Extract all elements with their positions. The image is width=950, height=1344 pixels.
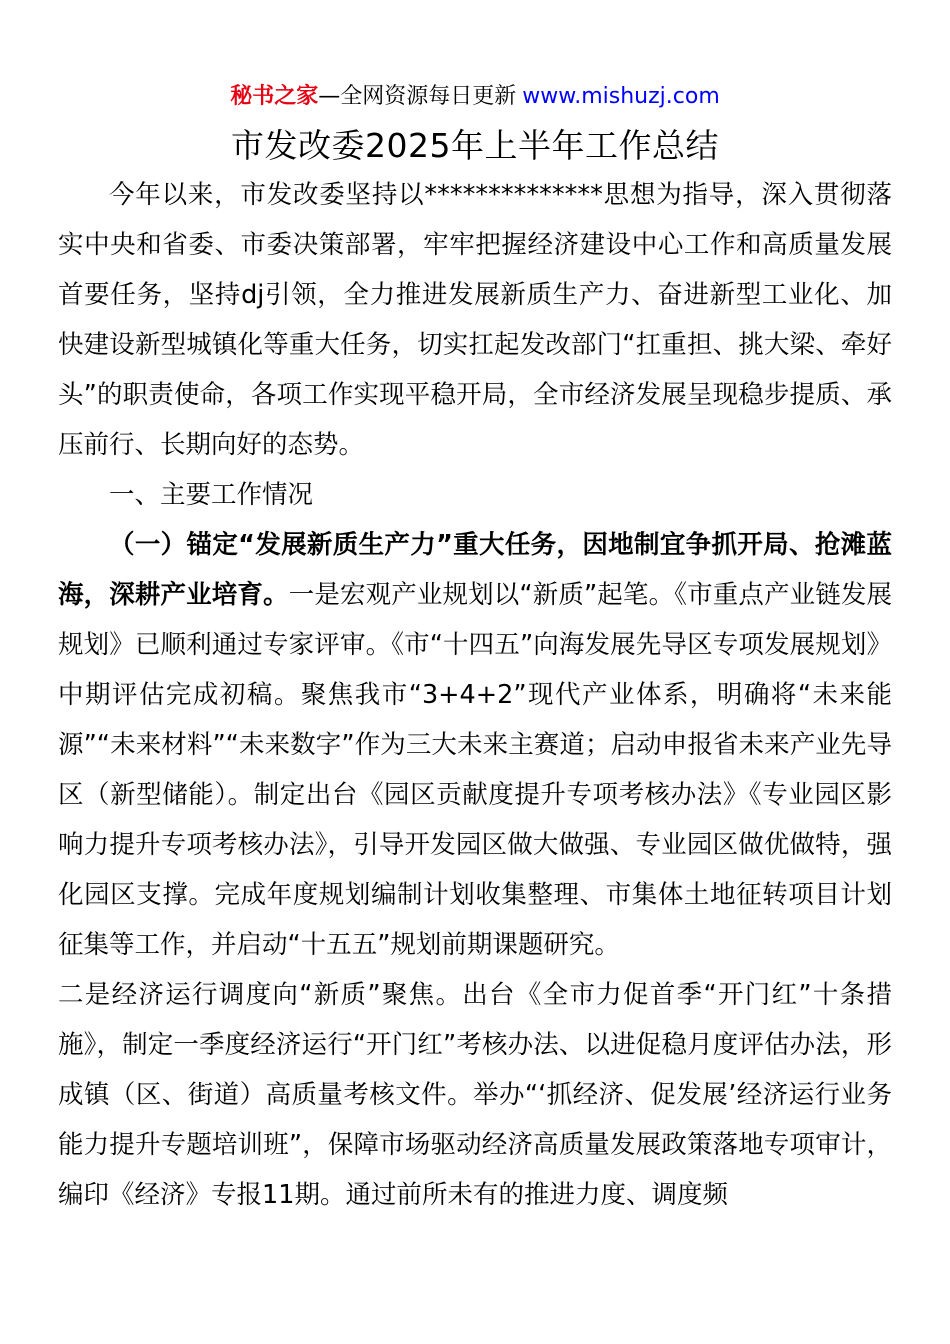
document-title: 市发改委2025年上半年工作总结 — [231, 126, 719, 165]
document-body — [58, 170, 892, 1220]
site-name: 秘书之家 — [230, 84, 319, 109]
intro-paragraph: 今年以来，市发改委坚持以**************思想为指导，深入贯彻落实中央和省委、市委决策部署，牢牢把握经济建设中心工作和高质量发展首要任务，坚持dj引领，全力推进发展新质生产力、奋进新型工业化、加快建设新型城镇化等重大任务，切实扛起发改部门“扛重担、挑大梁、牵好头”的职责使命，各项工作实现平稳开局，全市经济发展呈现稳步提质、承压前行、长期向好的态势。 — [58, 180, 892, 460]
section-heading: 一、主要工作情况 — [109, 480, 314, 510]
subsection-body: 一是宏观产业规划以“新质”起笔。《市重点产业链发展规划》已顺利通过专家评审。《市“十四五”向海发展先导区专项发展规划》中期评估完成初稿。聚焦我市“3+4+2”现代产业体系，明确将“未来能源”“未来材料”“未来数字”作为三大未来主赛道；启动申报省未来产业先导区（新型储能）。制定出台《园区贡献度提升专项考核办法》《专业园区影响力提升专项考核办法》，引导开发园区做大做强、专业园区做优做特，强化园区支撑。完成年度规划编制计划收集整理、市集体土地征转项目计划征集等工作，并启动“十五五”规划前期课题研究。 — [58, 580, 892, 960]
body-paragraph-2: 二是经济运行调度向“新质”聚焦。出台《全市力促首季“开门红”十条措施》，制定一季度经济运行“开门红”考核办法、以进促稳月度评估办法，形成镇（区、街道）高质量考核文件。举办“‘抓经济、促发展’经济运行业务能力提升专题培训班”，保障市场驱动经济高质量发展政策落地专项审计，编印《经济》专报11期。通过前所未有的推进力度、调度频 — [58, 980, 892, 1210]
subsection-paragraph — [58, 520, 892, 970]
site-tagline: —全网资源每日更新 — [318, 84, 517, 109]
subsection-lead: （一）锚定“发展新质生产力”重大任务，因地制宜争抓开局、抢滩蓝海，深耕产业培育。 — [58, 530, 892, 610]
site-url-link[interactable]: www.mishuzj.com — [522, 84, 720, 109]
site-header — [0, 80, 950, 114]
